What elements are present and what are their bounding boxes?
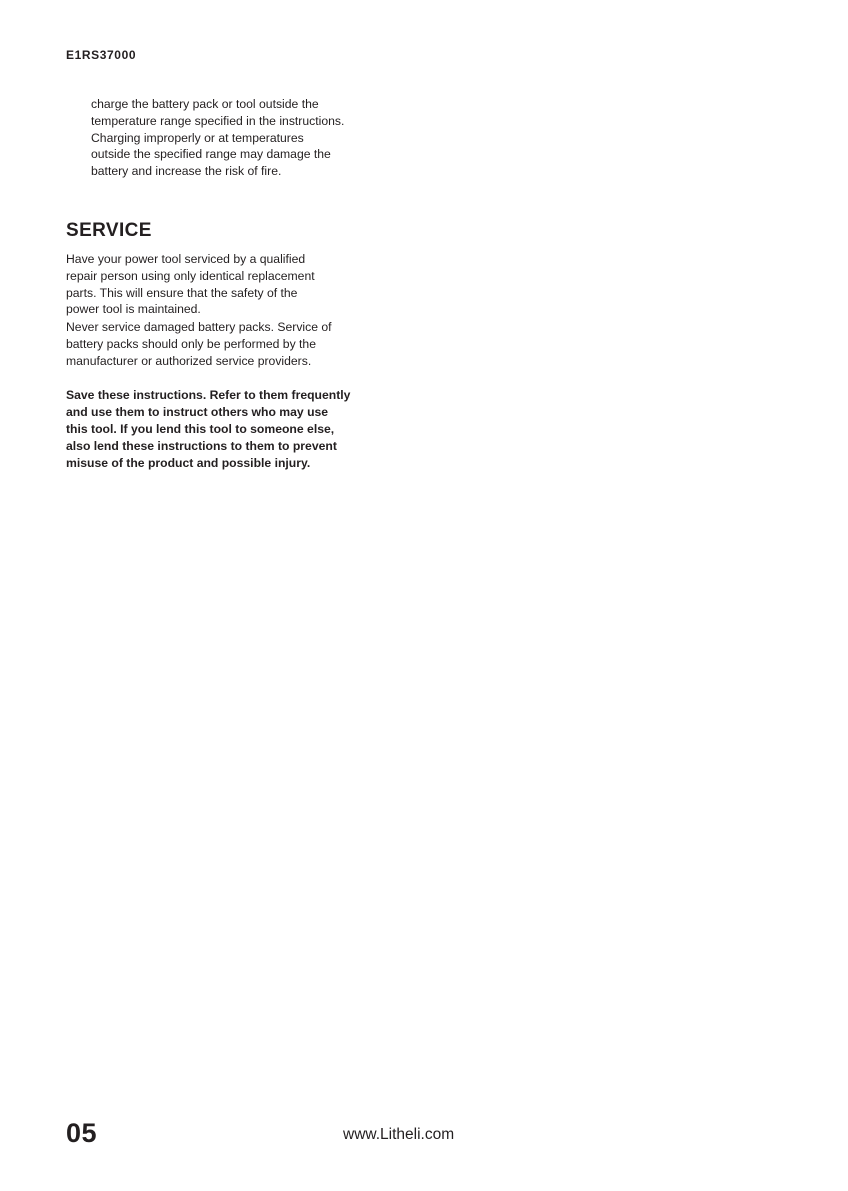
save-instructions-notice xyxy=(66,387,406,472)
text-line: and use them to instruct others who may use xyxy=(66,405,329,419)
text-line: repair person using only identical replacement xyxy=(66,268,315,283)
text-line: misuse of the product and possible injury. xyxy=(66,456,311,470)
charging-warning-continuation xyxy=(91,96,401,180)
text-line: manufacturer or authorized service providers. xyxy=(66,353,312,368)
text-line: temperature range specified in the instructions. xyxy=(91,113,345,128)
text-line: also lend these instructions to them to prevent xyxy=(66,439,337,453)
text-line: battery packs should only be performed by the xyxy=(66,336,316,351)
text-line: outside the specified range may damage the xyxy=(91,147,331,162)
service-paragraph-battery-packs xyxy=(66,319,406,369)
text-line: charge the battery pack or tool outside the xyxy=(91,97,319,111)
model-code: E1RS37000 xyxy=(66,48,137,62)
text-line: power tool is maintained. xyxy=(66,302,201,317)
text-line: Charging improperly or at temperatures xyxy=(91,130,304,145)
website-url: www.Litheli.com xyxy=(343,1126,455,1143)
text-line: battery and increase the risk of fire. xyxy=(91,164,282,179)
page-number: 05 xyxy=(66,1118,98,1148)
text-line: Never service damaged battery packs. Service of xyxy=(66,320,332,334)
section-title-service: SERVICE xyxy=(66,220,152,241)
service-paragraph-qualified-repair xyxy=(66,251,406,318)
text-line: this tool. If you lend this tool to someone else, xyxy=(66,422,335,436)
text-line: Have your power tool serviced by a qualified xyxy=(66,252,306,266)
text-line: parts. This will ensure that the safety of the xyxy=(66,285,298,300)
text-line: Save these instructions. Refer to them frequently xyxy=(66,388,351,402)
